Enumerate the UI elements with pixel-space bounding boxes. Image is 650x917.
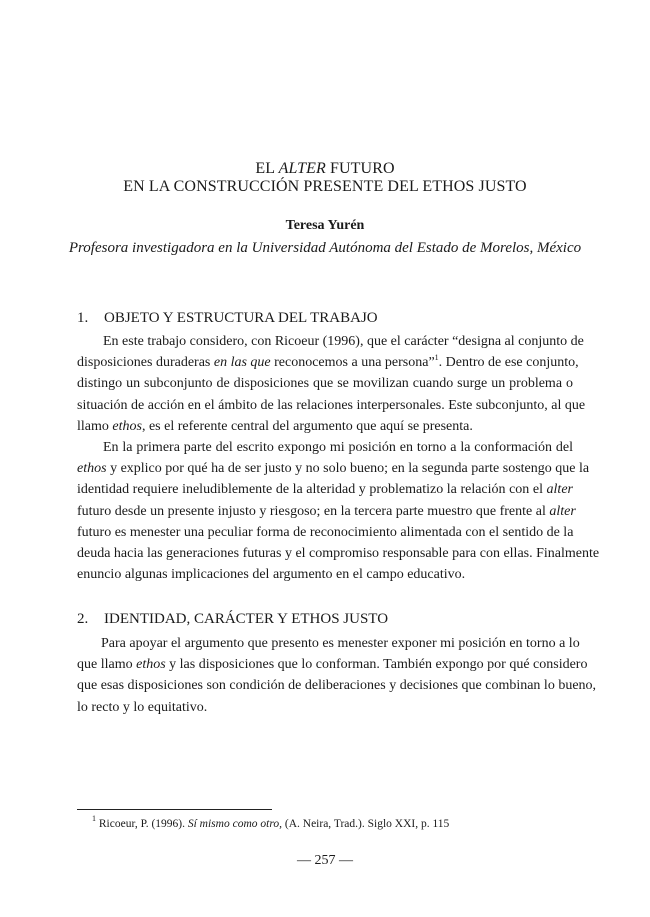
paragraph-1	[77, 331, 586, 437]
footnote-reference: 1	[434, 353, 439, 363]
text-line: deuda hacia las generaciones futuras y el compromiso responsable para con ellas. Finalmente	[77, 545, 600, 561]
text-line: Para apoyar el argumento que presento es menester exponer mi posición en torno a lo	[101, 636, 580, 651]
paragraph-2	[77, 437, 600, 585]
page-number: — 257 —	[297, 853, 353, 868]
section-number: 2.	[77, 611, 89, 627]
text-line: situación de acción en el ámbito de las relaciones interpersonales. Este subconjunto, al que	[77, 397, 586, 413]
text-line: que llamo ethos y las disposiciones que lo conforman. También expongo por qué considero	[77, 657, 588, 673]
author-affiliation: Profesora investigadora en la Universidad Autónoma del Estado de Morelos, México	[68, 240, 582, 256]
text-line: identidad requiere ineludiblemente de la alteridad y problematizo la relación con el alter	[77, 482, 573, 498]
text-line: llamo ethos, es el referente central del argumento que aquí se presenta.	[77, 418, 473, 434]
text-line: En la primera parte del escrito expongo mi posición en torno a la conformación del	[103, 440, 573, 455]
text-line: ethos y explico por qué ha de ser justo y no solo bueno; en la segunda parte sostengo que la	[77, 461, 590, 477]
text-line: disposiciones duraderas en las que reconocemos a una persona”$^1$. Dentro de ese conjunto,	[77, 353, 579, 371]
author-name: Teresa Yurén	[285, 218, 365, 233]
text-line: futuro es menester una peculiar forma de reconocimiento alimentada con el sentido de la	[77, 524, 574, 540]
section-title: OBJETO Y ESTRUCTURA DEL TRABAJO	[104, 310, 378, 326]
text-line: futuro desde un presente injusto y riesgoso; en la tercera parte muestro que frente al alter	[77, 503, 576, 519]
footnote-divider	[77, 809, 272, 810]
section-heading-2	[77, 611, 388, 628]
title-line-1: EL ALTER FUTURO	[255, 160, 395, 177]
footnote-mark: 1	[92, 814, 96, 823]
text-line: enuncio algunas implicaciones del argumento en el campo educativo.	[77, 567, 466, 583]
text-line: En este trabajo considero, con Ricoeur (1996), que el carácter “designa al conjunto de	[103, 334, 584, 349]
text-line: lo recto y lo equitativo.	[77, 699, 208, 715]
text-line: que esas disposiciones son condición de deliberaciones y decisiones que combinan lo bueno,	[77, 678, 597, 694]
section-heading-1	[77, 310, 378, 327]
section-number: 1.	[77, 310, 89, 326]
text-line: distingo un subconjunto de disposiciones que se movilizan cuando surge un problema o	[77, 376, 573, 392]
paragraph-3	[77, 633, 597, 718]
footnote: $^1$ Ricoeur, P. (1996). Sí mismo como otro, (A. Neira, Trad.). Siglo XXI, p. 115	[92, 814, 450, 830]
title-line-2: EN LA CONSTRUCCIÓN PRESENTE DEL ETHOS JUSTO	[123, 178, 527, 195]
section-title: IDENTIDAD, CARÁCTER Y ETHOS JUSTO	[104, 611, 389, 627]
